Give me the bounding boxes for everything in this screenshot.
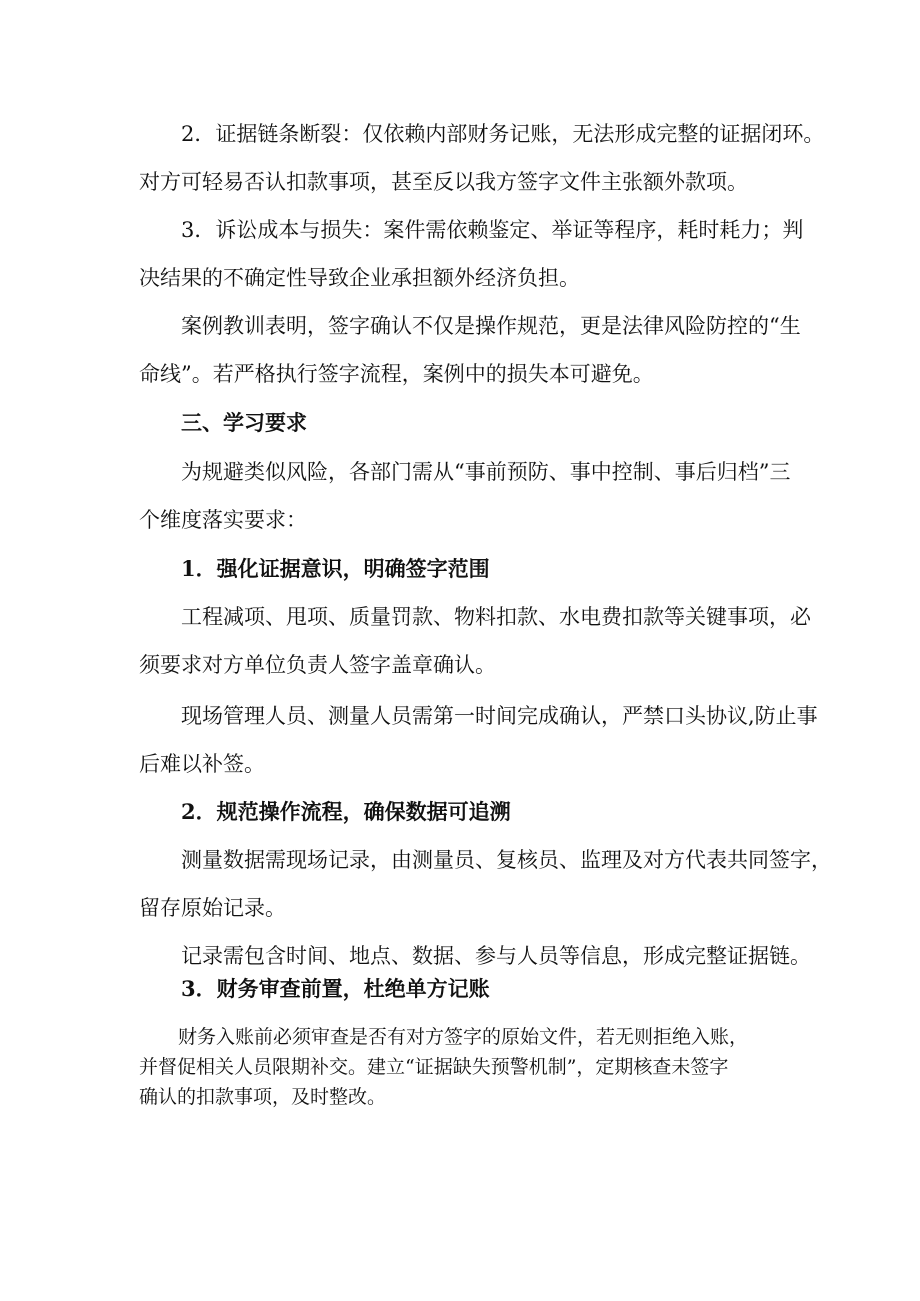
paragraph-1a-line-2: 须要求对方单位负责人签字盖章确认。 (139, 653, 496, 677)
paragraph-intro-line-2: 个维度落实要求： (139, 508, 307, 532)
paragraph-3-line-2: 并督促相关人员限期补交。建立“证据缺失预警机制”，定期核查未签字 (139, 1056, 729, 1078)
paragraph-3-line-3: 确认的扣款事项，及时整改。 (139, 1086, 387, 1108)
paragraph-point-2-line-1: 2．证据链条断裂：仅依赖内部财务记账，无法形成完整的证据闭环。 (181, 122, 825, 146)
paragraph-lesson-line-2: 命线”。若严格执行签字流程，案例中的损失本可避免。 (139, 362, 654, 386)
paragraph-2a-line-2: 留存原始记录。 (139, 896, 286, 920)
subheading-3: 3．财务审查前置，杜绝单方记账 (181, 976, 490, 1001)
section-heading-learning-requirements: 三、学习要求 (181, 410, 307, 435)
paragraph-point-2-line-2: 对方可轻易否认扣款事项，甚至反以我方签字文件主张额外款项。 (139, 170, 748, 194)
paragraph-2b-line-1: 记录需包含时间、地点、数据、参与人员等信息，形成完整证据链。 (181, 944, 811, 968)
paragraph-point-3-line-1: 3．诉讼成本与损失：案件需依赖鉴定、举证等程序，耗时耗力；判 (181, 218, 804, 242)
paragraph-2a-line-1: 测量数据需现场记录，由测量员、复核员、监理及对方代表共同签字， (181, 848, 832, 872)
paragraph-1a-line-1: 工程减项、甩项、质量罚款、物料扣款、水电费扣款等关键事项，必 (181, 605, 811, 629)
paragraph-1b-line-2: 后难以补签。 (139, 752, 265, 776)
paragraph-intro-line-1: 为规避类似风险，各部门需从“事前预防、事中控制、事后归档”三 (181, 460, 791, 484)
subheading-1: 1．强化证据意识，明确签字范围 (181, 556, 490, 581)
paragraph-point-3-line-2: 决结果的不确定性导致企业承担额外经济负担。 (139, 266, 580, 290)
paragraph-1b-line-1: 现场管理人员、测量人员需第一时间完成确认，严禁口头协议,防止事 (181, 704, 818, 728)
paragraph-lesson-line-1: 案例教训表明，签字确认不仅是操作规范，更是法律风险防控的“生 (181, 314, 801, 338)
subheading-2: 2．规范操作流程，确保数据可追溯 (181, 799, 511, 824)
paragraph-3-line-1: 财务入账前必须审查是否有对方签字的原始文件，若无则拒绝入账， (178, 1026, 749, 1048)
